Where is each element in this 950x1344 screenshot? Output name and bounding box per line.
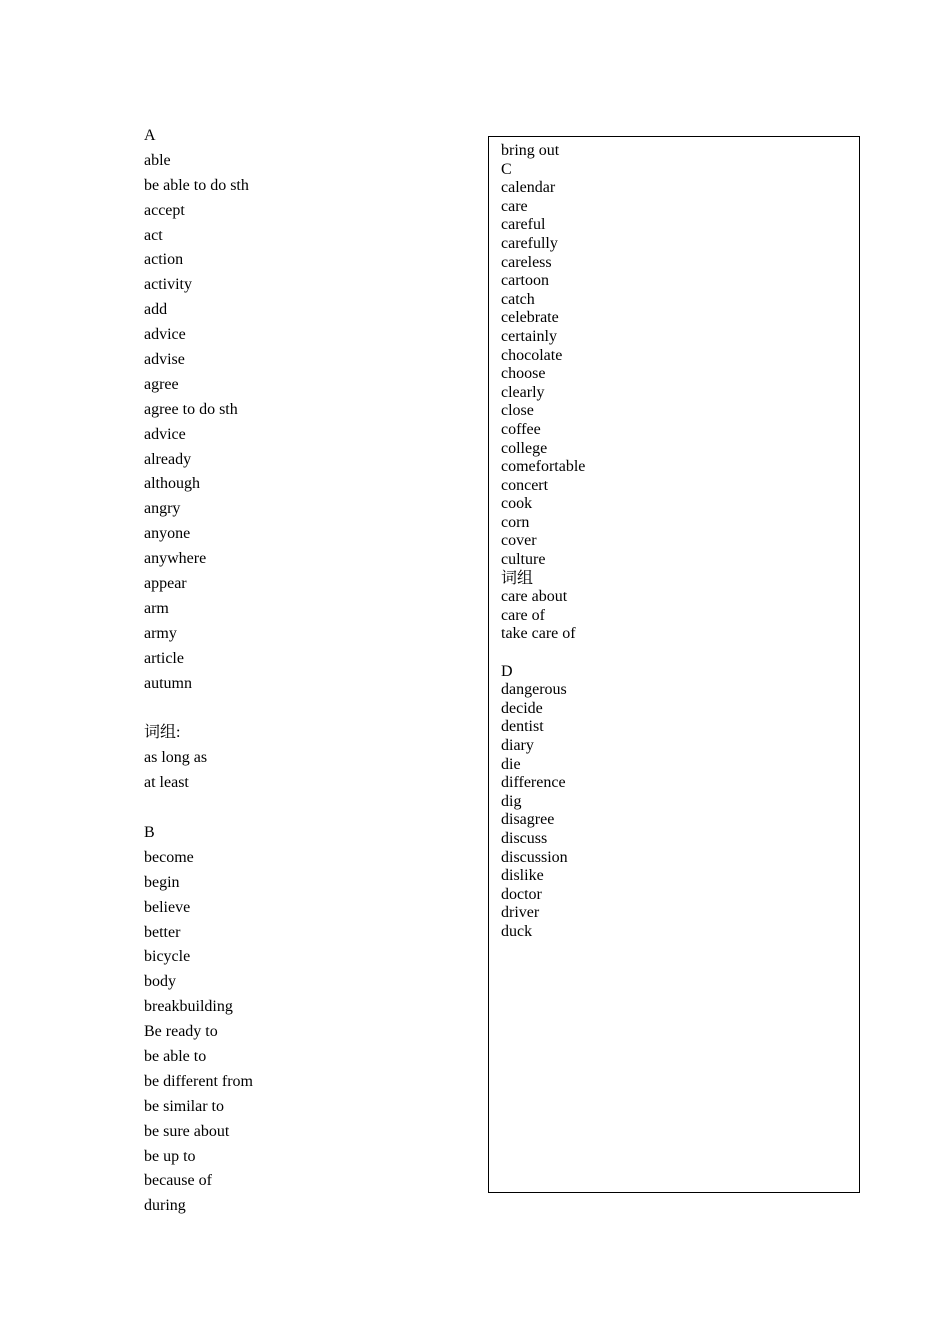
- vocab-entry: chocolate: [501, 346, 563, 364]
- vocab-entry: become: [144, 848, 194, 866]
- vocab-entry: disagree: [501, 811, 555, 829]
- vocab-entry: concert: [501, 476, 549, 494]
- vocab-entry: C: [501, 160, 512, 178]
- blank-line: [144, 696, 464, 721]
- left-word-list: [144, 124, 464, 1219]
- vocab-entry: dangerous: [501, 681, 567, 699]
- vocab-entry: because of: [144, 1172, 212, 1190]
- vocab-entry: celebrate: [501, 309, 559, 327]
- vocab-entry: army: [144, 624, 177, 642]
- vocab-entry: as long as: [144, 749, 208, 767]
- blank-line: [144, 796, 464, 821]
- vocab-entry: calendar: [501, 179, 556, 197]
- vocab-entry: during: [144, 1197, 186, 1215]
- vocab-entry: already: [144, 450, 192, 468]
- vocab-entry: advice: [144, 425, 186, 443]
- vocab-entry: able: [144, 151, 171, 169]
- right-bordered-box: [488, 136, 860, 1193]
- vocab-entry: dislike: [501, 867, 544, 885]
- vocab-entry: arm: [144, 599, 169, 617]
- vocab-entry: advice: [144, 326, 186, 344]
- vocab-entry: bring out: [501, 142, 560, 159]
- vocab-entry: certainly: [501, 327, 557, 345]
- vocab-entry: doctor: [501, 885, 542, 903]
- vocab-entry: anyone: [144, 525, 191, 543]
- vocab-entry: angry: [144, 500, 181, 518]
- vocab-entry: care of: [501, 606, 545, 624]
- vocab-entry: discuss: [501, 829, 548, 847]
- vocab-entry: 词组:: [144, 724, 181, 742]
- vocab-entry: dentist: [501, 718, 544, 736]
- vocab-entry: breakbuilding: [144, 998, 233, 1016]
- vocab-entry: advise: [144, 351, 185, 369]
- vocab-entry: be up to: [144, 1147, 196, 1165]
- right-word-list: [501, 142, 585, 942]
- vocab-entry: add: [144, 301, 168, 319]
- vocab-entry: care: [501, 197, 528, 215]
- vocab-entry: choose: [501, 365, 546, 383]
- vocab-entry: be able to: [144, 1047, 207, 1065]
- vocab-entry: catch: [501, 290, 535, 308]
- vocab-entry: bicycle: [144, 948, 191, 966]
- vocab-entry: corn: [501, 513, 530, 531]
- vocab-entry: close: [501, 402, 534, 420]
- vocab-entry: believe: [144, 898, 191, 916]
- vocab-entry: comefortable: [501, 458, 586, 476]
- vocab-entry: cartoon: [501, 272, 549, 290]
- vocab-entry: be different from: [144, 1072, 253, 1090]
- vocab-entry: although: [144, 475, 200, 493]
- vocab-entry: carefully: [501, 234, 558, 252]
- vocab-entry: appear: [144, 575, 187, 593]
- vocab-entry: at least: [144, 774, 189, 792]
- vocab-entry: be able to do sth: [144, 176, 249, 194]
- vocab-entry: accept: [144, 201, 185, 219]
- blank-line: [501, 644, 585, 663]
- vocab-entry: article: [144, 649, 184, 667]
- vocab-entry: cook: [501, 495, 533, 513]
- vocab-entry: be sure about: [144, 1122, 230, 1140]
- vocab-entry: be similar to: [144, 1097, 224, 1115]
- vocab-entry: die: [501, 755, 521, 773]
- vocab-entry: driver: [501, 904, 540, 922]
- vocab-entry: activity: [144, 276, 192, 294]
- vocab-entry: D: [501, 662, 513, 680]
- vocab-entry: diary: [501, 737, 534, 754]
- vocab-entry: care about: [501, 588, 568, 606]
- vocab-entry: agree to do sth: [144, 400, 238, 418]
- vocab-entry: anywhere: [144, 550, 207, 568]
- vocab-entry: cover: [501, 532, 537, 550]
- vocab-entry: culture: [501, 551, 546, 569]
- vocab-entry: A: [144, 127, 156, 144]
- vocab-entry: begin: [144, 873, 180, 891]
- vocab-entry: college: [501, 439, 548, 457]
- vocab-entry: act: [144, 226, 163, 244]
- vocab-entry: careful: [501, 216, 546, 234]
- vocab-entry: Be ready to: [144, 1023, 218, 1041]
- vocab-entry: 词组: [501, 569, 534, 587]
- vocab-entry: B: [144, 823, 155, 841]
- vocab-entry: discussion: [501, 848, 568, 866]
- vocab-entry: difference: [501, 774, 566, 792]
- vocab-entry: agree: [144, 375, 179, 393]
- vocab-entry: duck: [501, 922, 533, 940]
- vocab-entry: body: [144, 973, 176, 991]
- vocab-entry: take care of: [501, 625, 576, 643]
- vocab-entry: dig: [501, 792, 522, 810]
- vocab-entry: careless: [501, 253, 552, 271]
- vocab-entry: autumn: [144, 674, 192, 692]
- vocab-entry: action: [144, 251, 184, 269]
- vocab-entry: decide: [501, 699, 543, 717]
- vocab-entry: clearly: [501, 383, 545, 401]
- vocab-entry: coffee: [501, 420, 541, 438]
- vocab-entry: better: [144, 923, 181, 941]
